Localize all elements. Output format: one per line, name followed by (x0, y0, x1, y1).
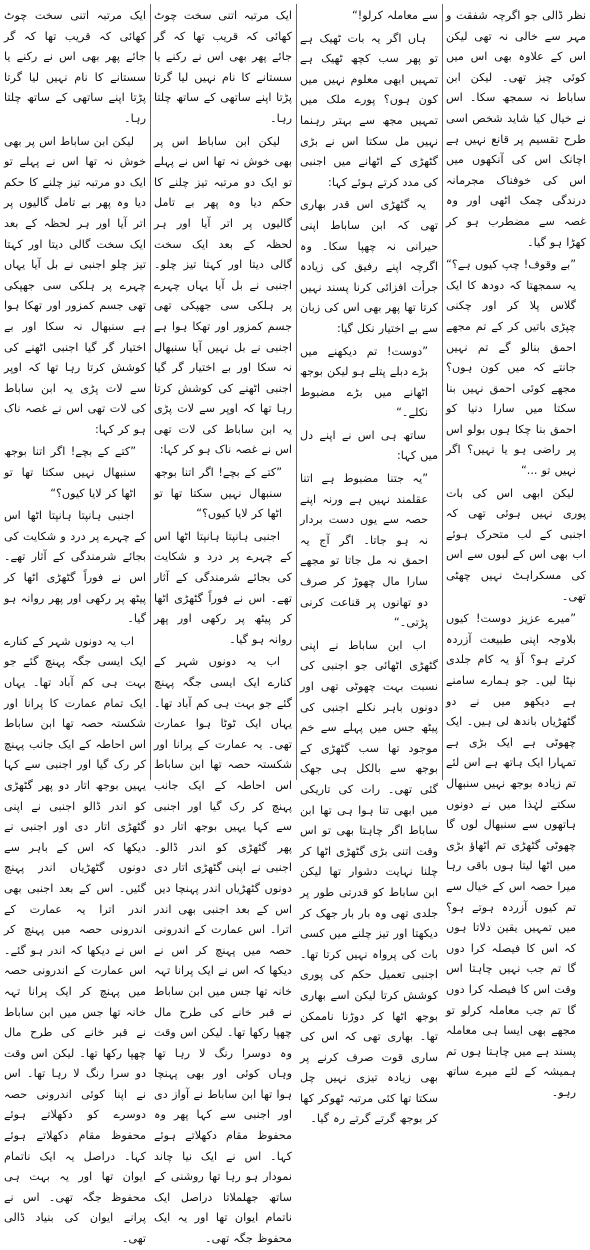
column-divider-2 (296, 4, 297, 780)
text-paragraph: اب یہ دونوں شہر کے کنارے ایک ایسی جگہ پہنچ گئے جو بہت ہی کم آباد تھا۔ یہاں ایک ٹوٹا ہوا عمارت تھی۔ یہ عمارت کے پرانا اور شکستہ حصہ تھا ابن ساباط اس احاطہ کے ایک جانب پہنچ کر رک گیا اور اجنبی سے کہا یہیں بوجھ اتار دو پھر گٹھڑی کو اندر ڈالو۔ اجنبی نے اپنی گٹھڑی اتار دی دونوں گٹھڑیاں اندر پہنچا دیں اس کے بعد اجنبی بھی اندر اترا۔ اس عمارت کے اندرونی حصہ میں پہنچ کر اس نے دیکھا کہ اس نے ایک پرانا تہہ خانہ تھا جس میں ابن ساباط نے قبر خانے کی طرح مال چھپا رکھا تھا۔ لیکن اس وقت وہ دوسرا رنگ لا رہا تھا وہاں کوئی اور بھی پہنچا ہوا تھا ابن ساباط نے آواز دی اور اجنبی سے کہا پھر وہ محفوظ مقام دکھلاتے ہوئے کہا۔ اس نے ایک نیا چاند نمودار ہو رہا تھا روشنی کے ساتھ جھلملاتا دراصل ایک ناتمام ایوان تھا اور یہ ایک محفوظ جگہ تھی۔ (154, 655, 292, 1246)
text-paragraph: لیکن ابن ساباط اس پر بھی خوش نہ تھا اس نے پہلے تو ایک دو مرتبہ تیز چلنے کا حکم دیا وہ پھر بے تامل گالیوں پر اتر آیا اور ہر لحظہ کے بعد ایک سخت گالی دیتا اور کہتا تیز چلو۔ اجنبی نے بل آیا یہاں چہرے پر ہلکی سی جھپکی تھی جسم کمزور اور تھکا ہوا ہے اجنبی نے بل نہیں آیا سنبھال نہ سکا اور بے اختیار گر گیا اجنبی اٹھنے کی کوشش کرتا رہا تھا کہ اوپر سے لات پڑی یہ ابن ساباط کی لات تھی اس نے غصہ ناک ہو کر کہا: (154, 134, 292, 457)
text-paragraph: سے معاملہ کرلو!“ (351, 9, 438, 22)
text-paragraph: ساتھ ہی اس نے اپنے دل میں کہا: (300, 428, 438, 463)
text-paragraph: اجنبی ہانپتا ہانپتا اٹھا اس کے چہرے پر درد و شکایت کی بجائے شرمندگی کے آثار تھے۔ اس نے فوراً گٹھڑی اٹھا کر پیٹھ پر رکھی اور پھر روانہ ہو گیا۔ (154, 529, 292, 646)
dialogue-paragraph: ”کتے کے بچے! اگر اتنا بوجھ سنبھال نہیں سکتا تھا تو اٹھا کر لایا کیوں؟“ (4, 445, 136, 500)
text-paragraph: ایک مرتبہ اتنی سخت چوٹ کھائی کہ قریب تھا کہ گر جائے پھر بھی اس نے رکنے یا سستانے کا نام نہیں لیا گرتا پڑتا اپنے ساتھی کے ساتھ چلتا رہا۔ (4, 9, 146, 125)
text-paragraph: ہاں اگر یہ بات ٹھیک ہے تو پھر سب کچھ ٹھیک ہے تمہیں ابھی معلوم نہیں میں کون ہوں؟ پورے ملک میں تمہیں مجھ سے بہتر رہنما نہیں مل سکتا اس نے بڑی گٹھڑی کے اٹھانے میں اجنبی کی مدد کرتے ہوئے کہا: (300, 31, 438, 189)
dialogue-paragraph: ”میرے عزیز دوست! کیوں بلاوجہ اپنی طبیعت آزردہ کرتے ہو؟ آؤ یہ کام جلدی نپٹا لیں۔ جو ہمارے سامنے ہے دیکھو میں نے دو گٹھڑیاں باندھ لی ہیں۔ ایک چھوٹی ہے ایک بڑی ہے تمہارا ایک ہاتھ ہے اس لئے تم زیادہ بوجھ نہیں سنبھال سکتے لہٰذا میں نے دونوں ہاتھوں سے سنبھال لوں گا چھوٹی گٹھڑی تم اٹھاؤ بڑی میں اٹھا لیتا ہوں باقی رہا میرا حصہ اس کے خیال سے تم کیوں آزردہ ہوتے ہو؟ میں تمہیں یقین دلاتا ہوں کہ اس کا فیصلہ کرا دوں گا تم جب نہیں چاہتا اس وقت اس کا فیصلہ کرا دوں گا تم جب معاملہ کرلو تو مجھے بھی ایسا ہی معاملہ پسند ہے میں چاہتا ہوں تم ہمیشہ کے لئے میرے ساتھ رہو۔ (446, 612, 576, 1099)
dialogue-paragraph: ”دوست! تم دیکھنے میں بڑے دبلے پتلے ہو لیکن بوجھ اٹھانے میں بڑے مضبوط نکلے۔“ (300, 344, 428, 420)
text-paragraph: نظر ڈالی جو اگرچہ شفقت و مہر سے خالی نہ تھی لیکن اس کے علاوہ بھی اس میں کوئی چیز تھی۔ لیکن ابن ساباط نہ سمجھ سکا۔ اس نے خیال کیا شاید شخص اسی طرح تقسیم پر قانع نہیں ہے اچانک اس کی آنکھوں میں اس کی خوفناک مجرمانہ درندگی چمک اٹھی اور وہ غصہ سے مضطرب ہو کر کھڑا ہو گیا۔ (446, 9, 586, 249)
text-column-3 (150, 0, 296, 1246)
text-paragraph: ایک مرتبہ اتنی سخت چوٹ کھائی کہ قریب تھا کہ گر جائے پھر بھی اس نے رکنے یا سستانے کا نام نہیں لیا گرتا پڑتا اپنے ساتھی کے ساتھ چلتا رہا۔ (154, 9, 292, 125)
text-paragraph: لیکن ابھی اس کی بات پوری نہیں ہوئی تھی کہ اجنبی کے لب متحرک ہوئے اب بھی اس کے لبوں سے اس کی مسکراہٹ نہیں چھٹی تھی۔ (446, 486, 586, 603)
column-divider-3 (150, 4, 151, 780)
dialogue-paragraph: ”یہ جتنا مضبوط ہے اتنا عقلمند نہیں ہے ورنہ اپنے حصہ سے یوں دست بردار نہ ہو جاتا۔ اگر آج یہ احمق نہ مل جاتا تو مجھے سارا مال چھوڑ کر صرف دو تھانوں پر قناعت کرنی پڑتی۔“ (300, 472, 428, 630)
dialogue-paragraph: ”کتے کے بچے! اگر اتنا بوجھ سنبھال نہیں سکتا تھا تو اٹھا کر لایا کیوں؟“ (154, 466, 282, 521)
text-paragraph: اجنبی ہانپتا ہانپتا اٹھا اس کے چہرے پر درد و شکایت کی بجائے شرمندگی کے آثار تھے۔ اس نے فوراً گٹھڑی اٹھا کر پیٹھ پر رکھی اور پھر روانہ ہو گیا۔ (4, 509, 146, 626)
text-paragraph: لیکن ابن ساباط اس پر بھی خوش نہ تھا اس نے پہلے تو ایک دو مرتبہ تیز چلنے کا حکم دیا وہ پھر بے تامل گالیوں پر اتر آیا اور ہر لحظہ کے بعد ایک سخت گالی دیتا اور کہتا تیز چلو اجنبی نے بل آیا یہاں چہرے پر ہلکی سی جھپکی تھی جسم کمزور اور تھکا ہوا ہے سنبھال نہ سکا اور بے اختیار گر گیا اجنبی اٹھنے کی کوشش کرتا رہا تھا کہ اوپر سے لات پڑی یہ ابن ساباط کی لات تھی اس نے غصہ ناک ہو کر کہا: (4, 134, 146, 436)
text-paragraph: اب یہ دونوں شہر کے کنارے ایک ایسی جگہ پہنچ گئے جو بہت ہی کم آباد تھا۔ یہاں ایک تمام عمارت کا پرانا اور شکستہ حصہ تھا ابن ساباط اس احاطہ کے ایک جانب پہنچ کر رک گیا اور اجنبی سے کہا یہیں بوجھ اتار دو پھر گٹھڑی کو اندر ڈالو اجنبی نے اپنی گٹھڑی اتار دی اور اجنبی نے دیکھا کہ اس کے باہر سے دونوں گٹھڑیاں اندر پہنچ گئیں۔ اس کے بعد اجنبی بھی اندر اترا یہ عمارت کے اندرونی حصہ میں پہنچ کر اس نے دیکھا کہ اندر ہو گئے۔ اس عمارت کے اندرونی حصہ میں پہنچ کر ایک پرانا تہہ خانہ تھا جس میں ابن ساباط نے قبر خانے کی طرح مال چھپا رکھا تھا۔ لیکن اس وقت دو سرا رنگ لا رہا تھا۔ اس نے اپنا کوئی اندرونی حصہ دوسرے کو دکھلاتے ہوئے محفوظ مقام دکھلاتے ہوئے کہا۔ دراصل یہ ایک ناتمام ایوان تھا اور یہ بہت ہی محفوظ جگہ تھی۔ اس نے پرانے ایوان کی بنیاد ڈالی تھی۔ (4, 634, 146, 1246)
text-paragraph: اب ابن ساباط نے اپنی گٹھڑی اٹھائی جو اجنبی کی نسبت بہت چھوٹی تھی اور دونوں باہر نکلے اجنبی کی پیٹھ جس میں پہلے سے خم موجود تھا سب گٹھڑی کے بوجھ سے بالکل ہی جھک گئی تھی۔ رات کی تاریکی میں ابھی تنا ہوا ہی تھا ابن ساباط اگر چاہتا بھی تو اس وقت اتنی بڑی گٹھڑی اٹھا کر چلنا نہایت دشوار تھا لیکن ابن ساباط کو قدرتی طور پر جلدی تھی وہ بار بار جھک کر دیکھتا اور تیز چلنے میں کسی بات کی پرواہ نہیں کرتا تھا۔ اجنبی تعمیل حکم کی پوری کوشش کرتا لیکن اسے بھاری بوجھ اٹھا کر دوڑنا ناممکن تھا۔ بھاری تھی کہ اس کی ساری قوت صرف کرنے پر بھی زیادہ تیزی نہیں چل سکتا تھا کئی مرتبہ ٹھوکر کھا کر بوجھ گرتے گرتے رہ گیا۔ (300, 638, 438, 1126)
column-divider-1 (442, 4, 443, 780)
text-column-1 (442, 0, 590, 1099)
text-paragraph: یہ گٹھڑی اس قدر بھاری تھی کہ ابن ساباط اپنی حیرانی نہ چھپا سکا۔ وہ اگرچہ اپنے رفیق کی زیادہ جرأت افزائی کرنا پسند نہیں کرتا تھا پھر بھی اس کی زبان سے بے اختیار نکل گیا: (300, 198, 438, 335)
text-column-2 (296, 0, 442, 1126)
text-column-4 (0, 0, 150, 1246)
dialogue-paragraph: ”بے وقوف! چپ کیوں ہے؟“ یہ سمجھتا کہ دودھ کا ایک گلاس پلا کر اور چکنی چپڑی باتیں کر کے تم مجھے احمق بنالو گے تم نہیں جانتے کہ میں کون ہوں؟ مجھے کوئی احمق نہیں بنا سکتا میں سارا دنیا کو احمق بنا چکا ہوں بولو اس پر راضی ہو یا نہیں؟ اگر نہیں تو ...“ (446, 258, 576, 478)
